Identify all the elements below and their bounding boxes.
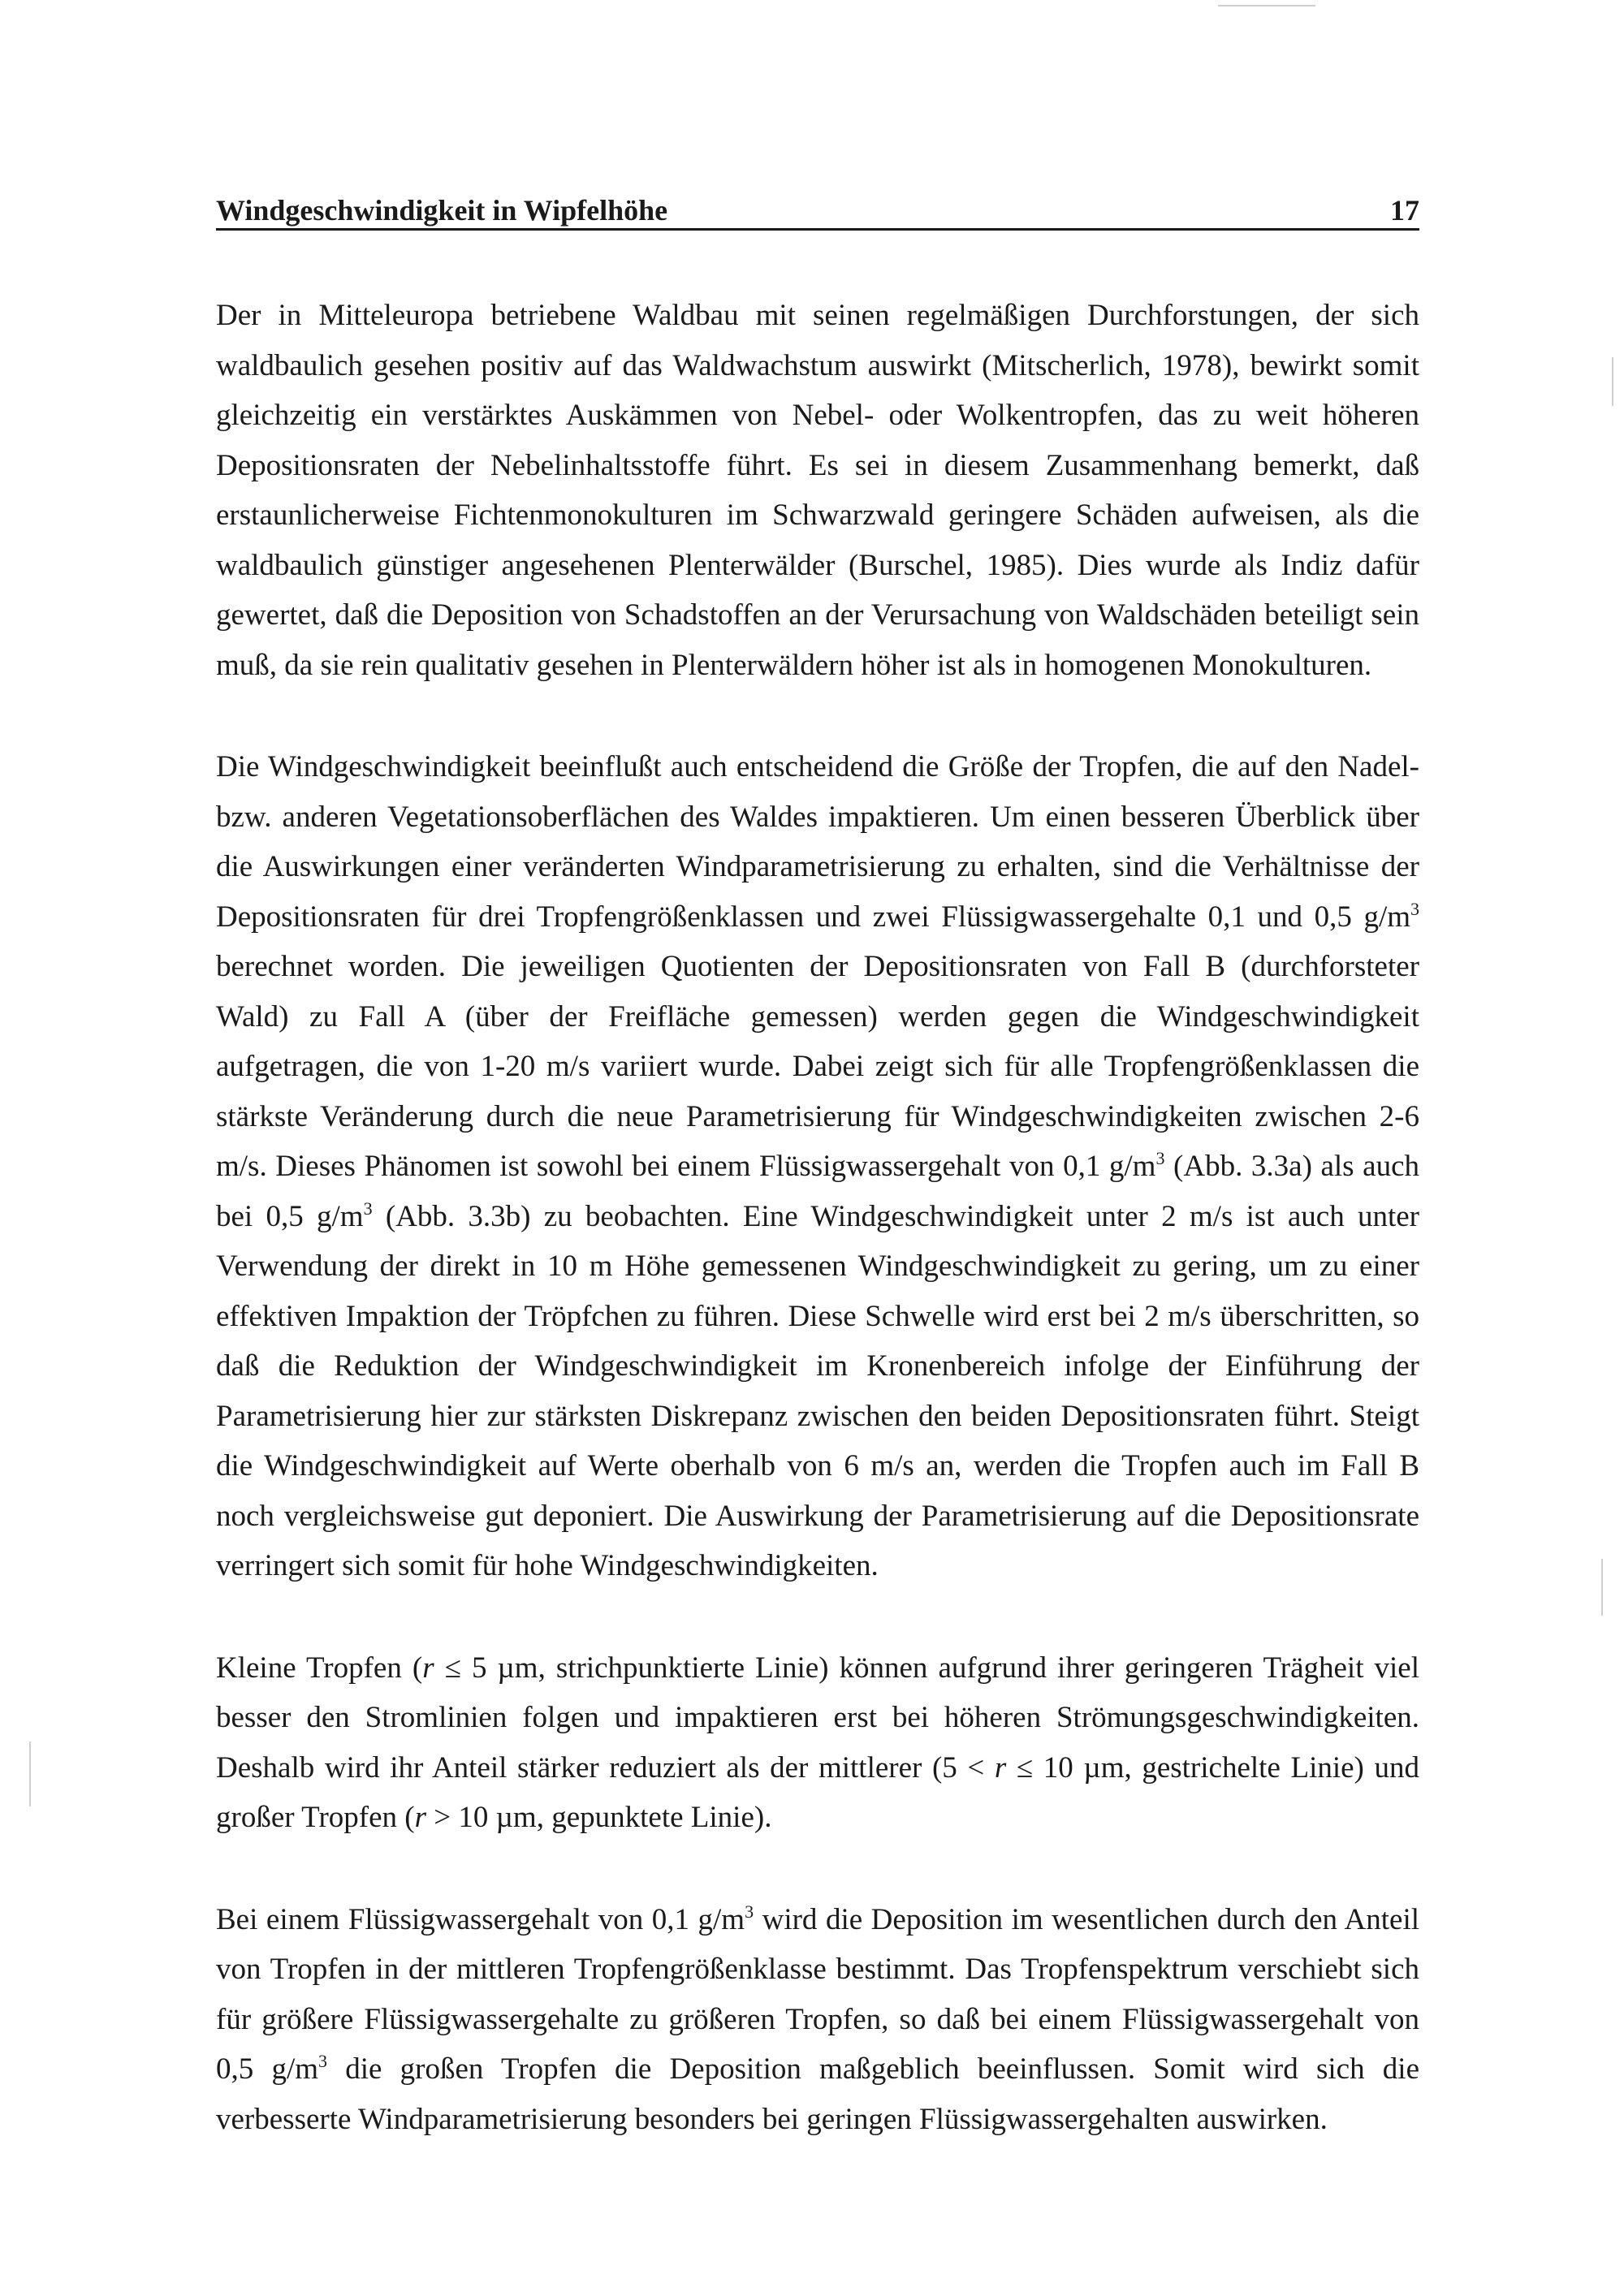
paragraph-text-segment: > 10 µm, gepunktete Linie). [426, 1801, 772, 1834]
superscript: 3 [1410, 898, 1419, 919]
paragraph-text-segment: Die Windgeschwindigkeit beeinflußt auch entscheidend die Größe der Tropfen, die auf den Nadel- bzw. anderen Vegetationsoberflächen des Waldes impaktieren. Um einen besseren Überblick über die Auswirkungen einer veränderten Windparametrisierung zu erhalten, sind die Verhältnisse der Depositionsraten für drei Tropfengrößenklassen und zwei Flüssigwassergehalte 0,1 und 0,5 g/m [216, 750, 1419, 934]
superscript: 3 [745, 1901, 754, 1922]
section-title: Windgeschwindigkeit in Wipfelhöhe [216, 194, 668, 227]
paragraph-text-segment: Bei einem Flüssigwassergehalt von 0,1 g/m [216, 1902, 745, 1936]
radius-symbol: r [414, 1801, 426, 1834]
paragraph-text-segment: wird die Deposition im wesentlichen durch den Anteil von Tropfen in der mittleren Tropfengrößenklasse bestimmt. Das Tropfenspektrum verschiebt sich für größere Flüssigwassergehalte zu größeren Tropfen, so daß bei einem Flüssigwassergehalt von 0,5 g/m [216, 1902, 1419, 2086]
page-number: 17 [1390, 194, 1419, 227]
paragraph-text-segment: (Abb. 3.3b) zu beobachten. Eine Windgeschwindigkeit unter 2 m/s ist auch unter Verwendung der direkt in 10 m Höhe gemessenen Windgeschwindigkeit zu gering, um zu einer effektiven Impaktion der Tröpfchen zu führen. Diese Schwelle wird erst bei 2 m/s überschritten, so daß die Reduktion der Windgeschwindigkeit im Kronenbereich infolge der Einführung der Parametrisierung hier zur stärksten Diskrepanz zwischen den beiden Depositionsraten führt. Steigt die Windgeschwindigkeit auf Werte oberhalb von 6 m/s an, werden die Tropfen auch im Fall B noch vergleichsweise gut deponiert. Die Auswirkung der Parametrisierung auf die Depositionsrate verringert sich somit für hohe Windgeschwindigkeiten. [216, 1199, 1419, 1582]
radius-symbol: r [994, 1750, 1007, 1785]
scan-artifact [1612, 357, 1613, 406]
paragraph-1 [216, 291, 1419, 690]
paragraph-text: Der in Mitteleuropa betriebene Waldbau mit seinen regelmäßigen Durchforstungen, der sich waldbaulich gesehen positiv auf das Waldwachstum auswirkt (Mitscherlich, 1978), bewirkt somit gleichzeitig ein verstärktes Auskämmen von Nebel- oder Wolkentropfen, das zu weit höheren Depositionsraten der Nebelinhaltsstoffe führt. Es sei in diesem Zusammenhang bemerkt, daß erstaunlicherweise Fichtenmonokulturen im Schwarzwald geringere Schäden aufweisen, als die waldbaulich günstiger angesehenen Plenterwälder (Burschel, 1985). Dies wurde als Indiz dafür gewertet, daß die Deposition von Schadstoffen an der Verursachung von Waldschäden beteiligt sein muß, da sie rein qualitativ gesehen in Plenterwäldern höher ist als in homogenen Monokulturen. [216, 299, 1419, 682]
superscript: 3 [1155, 1148, 1165, 1168]
running-header [216, 189, 1419, 231]
paragraph-2 [216, 742, 1419, 1591]
body-text [216, 291, 1419, 2196]
paragraph-text-segment: ≤ 10 µm, gestrichelte Linie) und großer Tropfen ( [216, 1750, 1419, 1834]
scan-artifact [1601, 1559, 1603, 1616]
paragraph-text-segment: die großen Tropfen die Deposition maßgeblich beeinflussen. Somit wird sich die verbesserte Windparametrisierung besonders bei geringen Flüssigwassergehalten auswirken. [216, 2052, 1419, 2136]
scan-artifact [29, 1741, 31, 1806]
radius-symbol: r [422, 1651, 434, 1685]
paragraph-text-segment: Kleine Tropfen ( [216, 1651, 423, 1685]
paragraph-text-segment: (Abb. 3.3a) als auch bei 0,5 g/m [216, 1150, 1419, 1233]
superscript: 3 [318, 2051, 328, 2071]
scan-artifact [1218, 5, 1315, 6]
paragraph-text-segment: ≤ 5 µm, strichpunktierte Linie) können aufgrund ihrer geringeren Trägheit viel besser den Stromlinien folgen und impaktieren erst bei höheren Strömungsgeschwindigkeiten. Deshalb wird ihr Anteil stärker reduziert als der mittlerer (5 < [216, 1651, 1419, 1785]
paragraph-text-segment: berechnet worden. Die jeweiligen Quotienten der Depositionsraten von Fall B (durchforsteter Wald) zu Fall A (über der Freifläche gemessen) werden gegen die Windgeschwindigkeit aufgetragen, die von 1-20 m/s variiert wurde. Dabei zeigt sich für alle Tropfengrößenklassen die stärkste Veränderung durch die neue Parametrisierung für Windgeschwindigkeiten zwischen 2-6 m/s. Dieses Phänomen ist sowohl bei einem Flüssigwassergehalt von 0,1 g/m [216, 950, 1419, 1183]
paragraph-4 [216, 1895, 1419, 2145]
superscript: 3 [363, 1198, 373, 1219]
paragraph-3 [216, 1643, 1419, 1843]
